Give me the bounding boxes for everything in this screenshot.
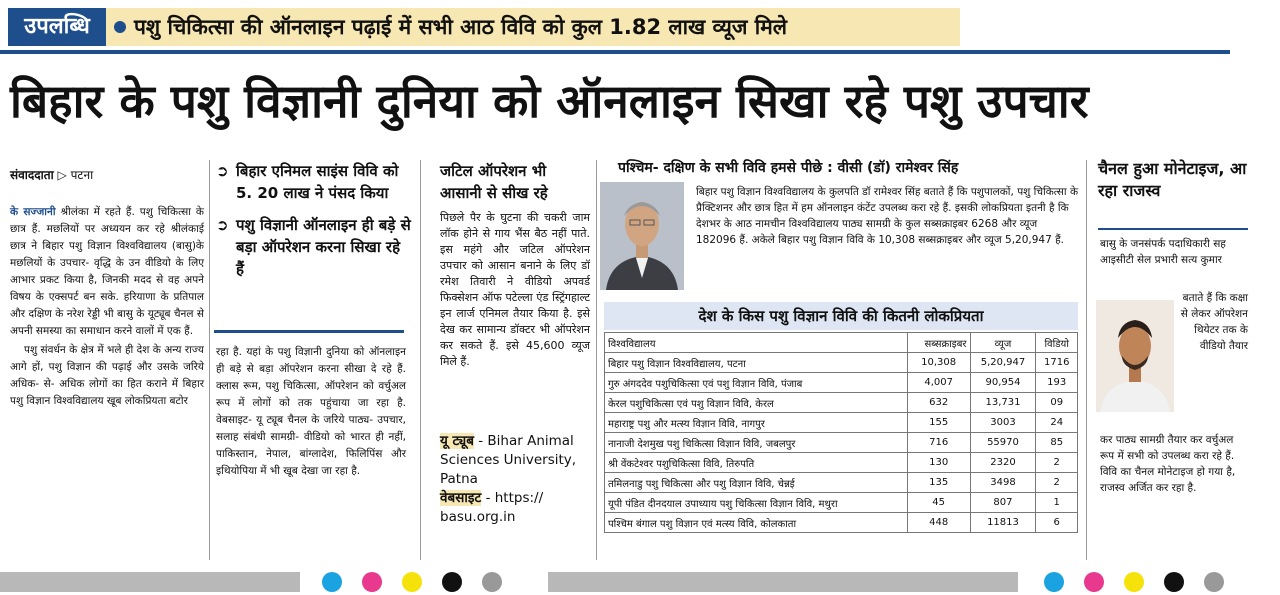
black-swatch [442,572,462,592]
channel-text-1: बासु के जनसंपर्क पदाधिकारी सह आइसीटी सेल प्रभारी सत्य कुमार [1100,238,1226,266]
print-bar [548,572,1018,592]
cell: 2320 [970,453,1036,473]
cell: 3003 [970,413,1036,433]
col1-body: श्रीलंका में रहते हैं. पशु चिकित्सा के छात्र हैं. मछलियों पर अध्ययन कर रहे श्रीलंकाई छात्र ने बिहार पशु विज्ञान विश्वविद्यालय (बासु)के मछलियों के उपचार- वृद्धि के उन वीडियो के लिए आभार प्रकट किया है, जिनकी मदद से वह अपने विषय के एक्सपर्ट बन सके. हरियाणा के प्रतिपाल और दक्षिण के नरेश रेड्डी भी बासु के यूट्यूब चैनल से अपनी समस्या का समाधान करने वालों में एक हैं. [10,206,204,337]
column-divider [596,160,597,560]
table-row [605,433,1078,453]
magenta-swatch [1084,572,1104,592]
cyan-swatch [1044,572,1064,592]
kicker-headline: पशु चिकित्सा की ऑनलाइन पढ़ाई में सभी आठ विवि को कुल 1.82 लाख व्यूज मिले [134,15,788,39]
cell: 448 [907,513,970,533]
header-cell: विडियो [1036,333,1078,353]
byline [10,166,210,183]
highlight-2-text: पशु विज्ञानी ऑनलाइन ही बड़े से बड़ा ऑपरेशन करना सिखा रहे हैं [236,216,411,278]
cyan-swatch [322,572,342,592]
cell: नानाजी देशमुख पशु चिकित्सा विज्ञान विवि, जबलपुर [605,433,908,453]
cell: 90,954 [970,373,1036,393]
table-row [605,353,1078,373]
cell: 55970 [970,433,1036,453]
yellow-swatch [1124,572,1144,592]
cell: 716 [907,433,970,453]
cell: श्री वेंकटेश्वर पशुचिकित्सा विवि, तिरुपति [605,453,908,473]
channel-rule [1098,228,1248,230]
cell: 135 [907,473,970,493]
table-title: देश के किस पशु विज्ञान विवि की कितनी लोकप्रियता [604,302,1078,330]
header-cell: व्यूज [970,333,1036,353]
vc-heading: पश्चिम- दक्षिण के सभी विवि हमसे पीछे : वीसी (डॉ) रामेश्वर सिंह [618,160,959,176]
table-row [605,473,1078,493]
vc-body: बिहार पशु विज्ञान विश्वविद्यालय के कुलपति डॉ रामेश्वर सिंह बताते हैं कि पशुपालकों, पशु चिकित्सा के प्रैक्टिशनर और छात्र हित में हम ऑनलाइन कंटेंट उपलब्ध करा रहे हैं. इसकी लोकप्रियता इतनी है कि देशभर के आठ नामचीन विश्वविद्यालय पाठ्य सामग्री के कुल सब्सक्राइबर 6268 और व्यूज 182096 हैं. अकेले बिहार पशु विज्ञान विवि के 10,308 सब्सक्राइबर और व्यूज 5,20,947 हैं. [696,186,1079,246]
website-label: वेबसाइट [440,490,482,506]
byline-place: पटना [70,168,94,182]
cell: 2 [1036,453,1078,473]
cell: बिहार पशु विज्ञान विश्वविद्यालय, पटना [605,353,908,373]
col3-body: पिछले पैर के घुटना की चकरी जाम लॉक होने से गाय भैंस बैठ नहीं पाते. इस महंगे और जटिल ऑपरेशन उपचार को आसान बनाने के लिए डॉ रमेश तिवारी ने वीडियो अपवर्ड फिक्सेशन ऑफ पटेल्ला एंड स्ट्रिंगहाल्ट इन लार्ज एनिमल तैयार किया है. इसे देख कर सामान्य डॉक्टर भी ऑपरेशन कर सकते हैं. इसे 45,600 व्यूज मिले हैं. [440,211,590,368]
header-cell: सब्सक्राइबर [907,333,970,353]
popularity-table [604,332,1078,533]
gray-swatch [1204,572,1224,592]
cell: 11813 [970,513,1036,533]
cell: 3498 [970,473,1036,493]
cell: 1 [1036,493,1078,513]
cell: 807 [970,493,1036,513]
cell: 09 [1036,393,1078,413]
table-row [605,453,1078,473]
cell: 5,20,947 [970,353,1036,373]
kicker-bar [106,8,960,46]
spokesperson-portrait [1096,300,1174,412]
cell: 193 [1036,373,1078,393]
arrow-icon: ➲ [216,216,229,234]
bullet-icon [114,21,126,33]
highlight-1-text: बिहार एनिमल साइंस विवि को 5. 20 लाख ने पंसद किया [236,162,399,202]
column-divider [1086,160,1087,560]
table-row [605,393,1078,413]
byline-reporter: संवाददाता [10,168,54,182]
table-row [605,513,1078,533]
cell: 10,308 [907,353,970,373]
cell: 632 [907,393,970,413]
col2-body: रहा है. यहां के पशु विज्ञानी दुनिया को ऑनलाइन ही बड़े से बड़ा ऑपरेशन करना सीखा दे रहे हैं. क्लास रूम, पशु चिकित्सा, ऑपरेशन को वर्चुअल रूप में लोगों को तक पहुंचाया जा रहा है. वेबसाइट- यू ट्यूब चैनल के जरिये पाठ्य- उपचार, सलाह संबंधी सामग्री- वीडियो को भारत ही नहीं, पाकिस्तान, नेपाल, बांग्लादेश, फिलिपिंस और इथियोपिया में भी खूब देखा जा रहा है. [216,346,406,477]
article-col-1 [10,204,204,410]
cell: 24 [1036,413,1078,433]
table-row [605,413,1078,433]
cell: 1716 [1036,353,1078,373]
cell: 4,007 [907,373,970,393]
cell: 6 [1036,513,1078,533]
cell: 85 [1036,433,1078,453]
cell: गुरु अंगददेव पशुचिकित्सा एवं पशु विज्ञान विवि, पंजाब [605,373,908,393]
highlights [216,160,412,280]
lead-words: के सज्जानी [10,206,56,218]
cell: 130 [907,453,970,473]
col3-heading: जटिल ऑपरेशन भी आसानी से सीख रहे [440,162,548,202]
highlight-rule [214,330,404,333]
top-rule [0,50,1230,54]
cell: 155 [907,413,970,433]
channel-side-text: बताते हैं कि कक्षा से लेकर ऑपरेशन थियेटर तक के वीडियो तैयार [1180,292,1248,352]
website-value: - https:// basu.org.in [440,490,544,525]
highlight-2 [216,214,412,280]
section-tag: उपलब्धि [8,8,106,46]
cell: 13,731 [970,393,1036,413]
youtube-value: - Bihar Animal Sciences University, Patna [440,433,577,487]
table-row [605,373,1078,393]
cell: तमिलनाडु पशु चिकित्सा और पशु विज्ञान विवि, चेन्नई [605,473,908,493]
channel-heading: चैनल हुआ मोनेटाइज, आ रहा राजस्व [1098,159,1247,200]
cell: यूपी पंडित दीनदयाल उपाध्याय पशु चिकित्सा विज्ञान विवि, मथुरा [605,493,908,513]
vc-portrait [600,182,684,290]
cell: पश्चिम बंगाल पशु विज्ञान एवं मत्स्य विवि, कोलकाता [605,513,908,533]
magenta-swatch [362,572,382,592]
arrow-icon: ➲ [216,162,229,180]
cell: केरल पशुचिकित्सा एवं पशु विज्ञान विवि, केरल [605,393,908,413]
top-strip [0,8,960,46]
cell: 45 [907,493,970,513]
links-block [440,432,590,527]
gray-swatch [482,572,502,592]
table-header-row [605,333,1078,353]
black-swatch [1164,572,1184,592]
column-divider [420,160,421,560]
youtube-label: यू ट्यूब [440,433,474,449]
header-cell: विश्वविद्यालय [605,333,908,353]
cell: 2 [1036,473,1078,493]
play-icon: ▷ [57,168,71,182]
yellow-swatch [402,572,422,592]
channel-text-2: कर पाठ्य सामग्री तैयार कर वर्चुअल रूप में सभी को उपलब्ध करा रहे हैं. विवि का चैनल मोनेटाइज हो गया है, राजस्व अर्जित कर रहा है. [1100,434,1236,494]
print-bar [0,572,300,592]
highlight-1 [216,160,412,204]
col1-para2: पशु संवर्धन के क्षेत्र में भले ही देश के अन्य राज्य आगे हों, पशु विज्ञान की पढ़ाई और उसके जरिये अधिक- से- अधिक लोगों का हित कराने में बिहार पशु विज्ञान विश्वविद्यालय खूब लोकप्रियता बटोर [10,344,204,407]
table-row [605,493,1078,513]
column-divider [209,160,210,560]
cell: महाराष्ट्र पशु और मत्स्य विज्ञान विवि, नागपुर [605,413,908,433]
page-title: बिहार के पशु विज्ञानी दुनिया को ऑनलाइन सिखा रहे पशु उपचार [10,74,1089,128]
